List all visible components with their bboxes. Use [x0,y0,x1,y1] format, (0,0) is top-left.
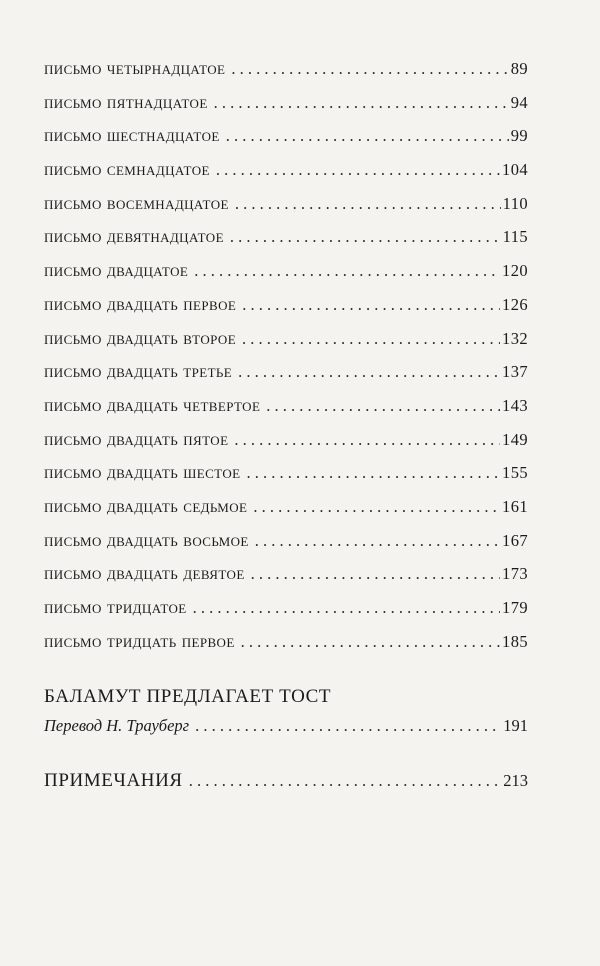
page-number: 89 [510,59,528,78]
dot-leader [255,531,500,551]
page-number: 137 [502,362,528,382]
dot-leader [214,93,509,113]
entry-title: письмо двадцать седьмое [44,495,248,517]
page-number: 185 [502,631,528,651]
toc-entry[interactable] [44,530,528,564]
entry-title: письмо пятнадцатое [44,91,208,113]
page-number: 94 [510,92,528,112]
dot-leader [231,59,508,79]
page-number: 155 [502,463,528,483]
entry-title: письмо двадцать пятое [44,428,229,450]
toc-entry[interactable] [44,597,528,631]
dot-leader [226,126,509,146]
toc-entry[interactable] [44,159,528,193]
toc-entry[interactable] [44,260,528,294]
page-number: 120 [502,261,528,281]
toc-entry[interactable] [44,58,528,92]
dot-leader [242,329,500,349]
dot-leader [246,463,500,483]
page-number: 179 [502,598,528,617]
entry-title: письмо двадцать девятое [44,563,245,585]
entry-title: письмо двадцатое [44,260,189,282]
dot-leader [189,771,502,791]
dot-leader [194,261,500,281]
entry-title: письмо двадцать первое [44,293,237,315]
translator-credit: Перевод Н. Трауберг [44,716,190,736]
dot-leader [266,396,500,416]
toc-entry-toast-translation[interactable] [44,716,528,750]
toc-entry[interactable] [44,226,528,260]
page-number: 213 [503,771,528,791]
dot-leader [193,598,500,618]
dot-leader [253,497,500,517]
entry-title: ПРИМЕЧАНИЯ [44,770,183,792]
dot-leader [241,632,500,652]
page-number: 173 [502,564,528,584]
page-number: 126 [502,294,528,314]
entry-title: письмо двадцать четвертое [44,394,261,416]
entry-title: письмо двадцать восьмое [44,529,249,551]
page-number: 132 [502,328,528,348]
page-number: 143 [502,395,528,415]
toc-entry[interactable] [44,563,528,597]
toc-entry[interactable] [44,125,528,159]
toc-entry[interactable] [44,328,528,362]
letters-list [44,58,528,664]
dot-leader [238,362,500,382]
section-heading-toast: БАЛАМУТ ПРЕДЛАГАЕТ ТОСТ [44,686,332,708]
entry-title: письмо девятнадцатое [44,226,224,248]
entry-title: письмо шестнадцатое [44,125,220,147]
toc-entry[interactable] [44,193,528,227]
table-of-contents [44,58,528,804]
dot-leader [242,295,500,315]
dot-leader [235,194,501,214]
entry-title: письмо четырнадцатое [44,58,226,79]
dot-leader [216,160,500,180]
page-number: 191 [503,716,528,736]
toc-entry[interactable] [44,294,528,328]
entry-title: письмо тридцатое [44,597,187,618]
page-number: 167 [502,530,528,550]
toc-entry[interactable] [44,361,528,395]
page-number: 149 [502,429,528,449]
toc-entry[interactable] [44,496,528,530]
entry-title: письмо двадцать третье [44,361,233,383]
entry-title: письмо тридцать первое [44,630,235,652]
toc-entry[interactable] [44,631,528,665]
dot-leader [234,430,500,450]
dot-leader [251,564,500,584]
page-number: 161 [502,496,528,516]
entry-title: письмо семнадцатое [44,159,210,181]
toc-entry[interactable] [44,92,528,126]
toc-entry[interactable] [44,462,528,496]
entry-title: письмо двадцать шестое [44,462,241,484]
toc-entry[interactable] [44,395,528,429]
toc-entry-notes[interactable] [44,770,528,804]
page-number: 104 [502,160,528,180]
toc-entry[interactable] [44,429,528,463]
dot-leader [230,227,501,247]
page-number: 99 [510,126,528,146]
page-number: 115 [502,227,528,247]
page-number: 110 [502,193,528,213]
dot-leader [195,716,501,736]
entry-title: письмо двадцать второе [44,327,237,349]
entry-title: письмо восемнадцатое [44,192,229,214]
